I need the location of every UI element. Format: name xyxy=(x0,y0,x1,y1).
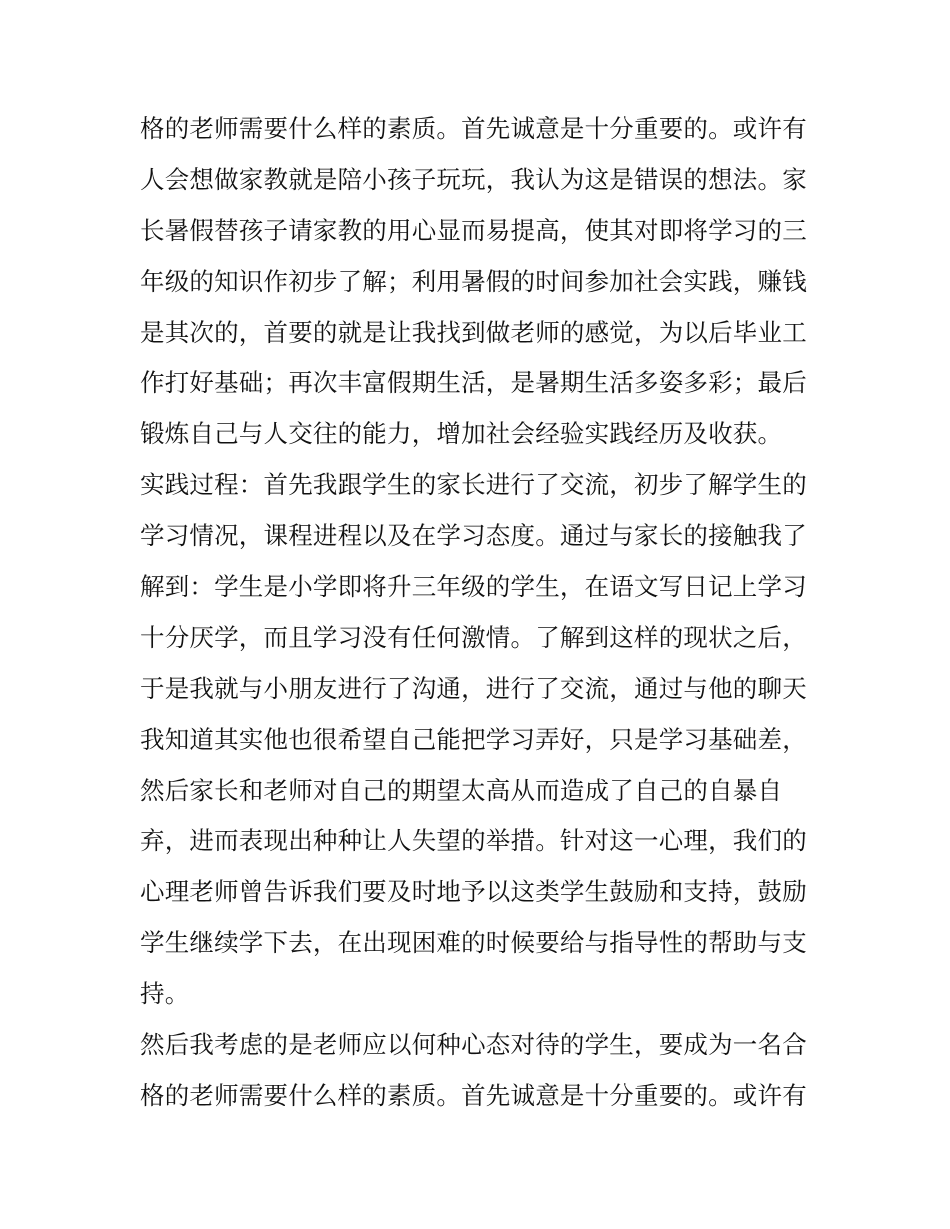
text-line: 长暑假替孩子请家教的用心显而易提高，使其对即将学习的三 xyxy=(140,215,807,245)
text-line: 人会想做家教就是陪小孩子玩玩，我认为这是错误的想法。家 xyxy=(140,164,807,194)
text-line: 我知道其实他也很希望自己能把学习弄好，只是学习基础差， xyxy=(140,724,807,754)
document-body xyxy=(140,104,820,1122)
text-line: 于是我就与小朋友进行了沟通，进行了交流，通过与他的聊天 xyxy=(140,673,807,703)
text-line: 作打好基础；再次丰富假期生活，是暑期生活多姿多彩；最后 xyxy=(140,368,807,398)
text-line: 十分厌学，而且学习没有任何激情。了解到这样的现状之后， xyxy=(140,622,807,652)
text-line: 持。 xyxy=(140,979,190,1009)
text-line: 锻炼自己与人交往的能力，增加社会经验实践经历及收获。 xyxy=(140,419,783,449)
text-line: 心理老师曾告诉我们要及时地予以这类学生鼓励和支持，鼓励 xyxy=(140,877,807,907)
text-line: 然后家长和老师对自己的期望太高从而造成了自己的自暴自 xyxy=(140,775,783,805)
text-line: 年级的知识作初步了解；利用暑假的时间参加社会实践，赚钱 xyxy=(140,266,807,296)
text-line: 是其次的，首要的就是让我找到做老师的感觉，为以后毕业工 xyxy=(140,317,807,347)
text-line: 格的老师需要什么样的素质。首先诚意是十分重要的。或许有 xyxy=(140,114,807,143)
text-line: 格的老师需要什么样的素质。首先诚意是十分重要的。或许有 xyxy=(140,1080,807,1110)
text-line: 然后我考虑的是老师应以何种心态对待的学生，要成为一名合 xyxy=(140,1030,807,1060)
text-line: 弃，进而表现出种种让人失望的举措。针对这一心理，我们的 xyxy=(140,826,807,856)
text-line: 解到：学生是小学即将升三年级的学生，在语文写日记上学习 xyxy=(140,572,807,602)
text-line: 实践过程：首先我跟学生的家长进行了交流，初步了解学生的 xyxy=(140,470,807,500)
text-line: 学生继续学下去，在出现困难的时候要给与指导性的帮助与支 xyxy=(140,928,807,958)
text-line: 学习情况，课程进程以及在学习态度。通过与家长的接触我了 xyxy=(140,521,807,551)
